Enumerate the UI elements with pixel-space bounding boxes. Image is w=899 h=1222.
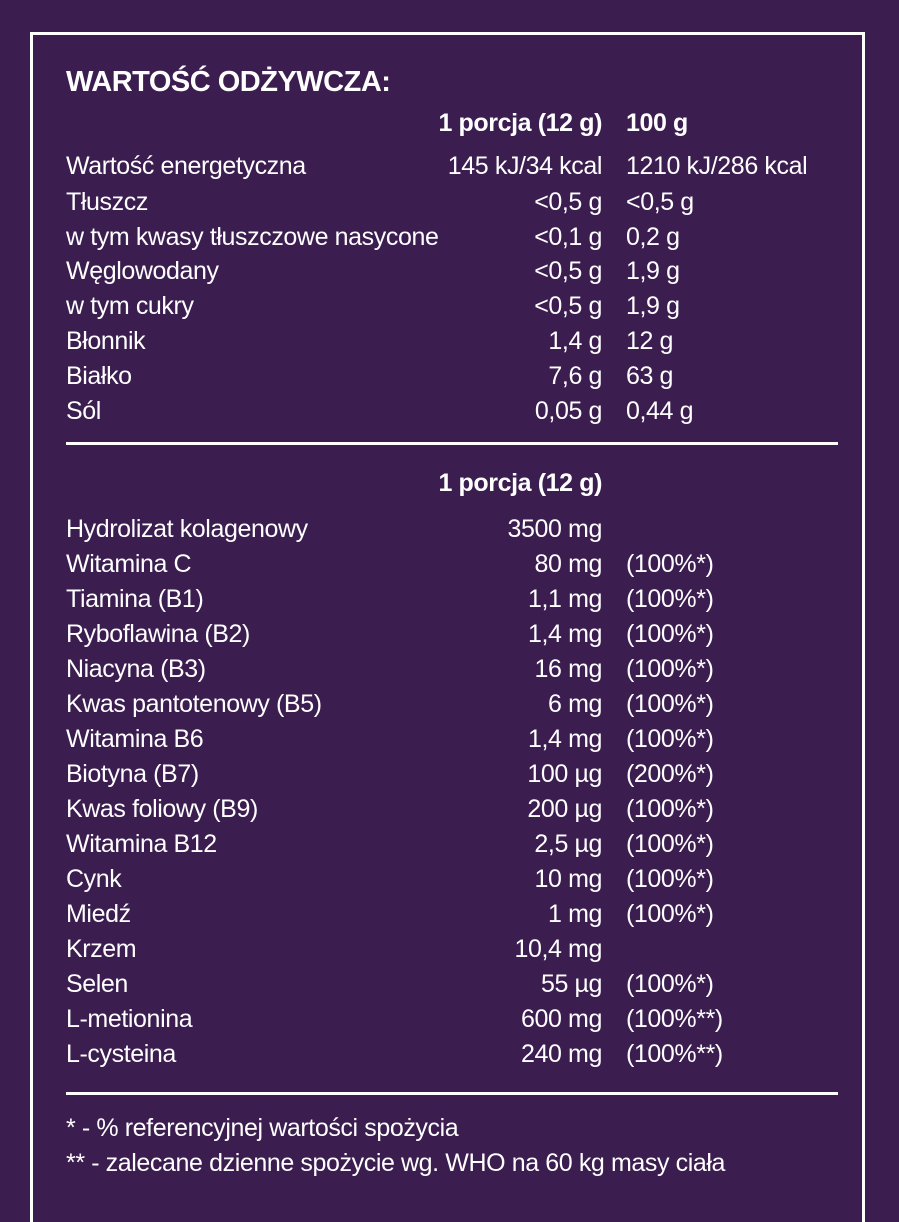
nutrition-row <box>66 220 846 254</box>
ingredient-rws-value: (200%*) <box>626 760 714 788</box>
nutrient-name: Błonnik <box>66 327 146 355</box>
ingredient-rws-value: (100%*) <box>626 900 714 928</box>
ingredient-name: Miedź <box>66 900 131 928</box>
ingredient-name: Niacyna (B3) <box>66 655 206 683</box>
ingredient-rws-value: (100%*) <box>626 725 714 753</box>
ingredient-rws-value: (100%*) <box>626 970 714 998</box>
ingredient-row <box>66 932 846 966</box>
ingredient-row <box>66 757 846 791</box>
ingredient-portion-value: 80 mg <box>534 550 602 578</box>
ingredient-name: Hydrolizat kolagenowy <box>66 515 308 543</box>
nutrient-100g-value: 1,9 g <box>626 257 680 285</box>
ingredient-name: Witamina B12 <box>66 830 217 858</box>
nutrition-row <box>66 359 846 393</box>
ingredient-portion-value: 10,4 mg <box>514 935 602 963</box>
nutrient-name: Białko <box>66 362 132 390</box>
ingredient-portion-value: 1 mg <box>548 900 602 928</box>
ingredient-row <box>66 897 846 931</box>
nutrition-row <box>66 289 846 323</box>
column-header-100g: 100 g <box>626 109 688 137</box>
nutrition-row <box>66 185 846 219</box>
ingredient-row <box>66 792 846 826</box>
nutrient-name: w tym kwasy tłuszczowe nasycone <box>66 223 439 251</box>
ingredient-row <box>66 617 846 651</box>
nutrient-portion-value: 145 kJ/34 kcal <box>447 152 602 180</box>
footnote-divider <box>66 1092 838 1095</box>
ingredient-row <box>66 582 846 616</box>
nutrient-name: Węglowodany <box>66 257 219 285</box>
footnote-who: ** - zalecane dzienne spożycie wg. WHO na 60 kg masy ciała <box>66 1149 726 1177</box>
ingredient-portion-value: 55 µg <box>540 970 602 998</box>
nutrient-portion-value: <0,5 g <box>534 292 602 320</box>
nutrient-portion-value: <0,5 g <box>534 188 602 216</box>
ingredient-name: Witamina C <box>66 550 192 578</box>
ingredient-rws-value: (100%*) <box>626 585 714 613</box>
ingredient-rws-value: (100%**) <box>626 1005 723 1033</box>
section-divider <box>66 442 838 445</box>
column-header-portion: 1 porcja (12 g) <box>438 109 602 137</box>
ingredient-name: Selen <box>66 970 128 998</box>
ingredient-name: Krzem <box>66 935 137 963</box>
nutrient-100g-value: 1,9 g <box>626 292 680 320</box>
ingredient-portion-value: 10 mg <box>534 865 602 893</box>
ingredient-portion-value: 16 mg <box>534 655 602 683</box>
nutrient-100g-value: 12 g <box>626 327 674 355</box>
nutrient-100g-value: 0,2 g <box>626 223 680 251</box>
ingredient-portion-value: 600 mg <box>521 1005 602 1033</box>
ingredient-rws-value: (100%*) <box>626 795 714 823</box>
ingredient-row <box>66 512 846 546</box>
ingredient-name: Kwas foliowy (B9) <box>66 795 258 823</box>
ingredient-row <box>66 687 846 721</box>
ingredient-name: Kwas pantotenowy (B5) <box>66 690 322 718</box>
ingredient-row <box>66 862 846 896</box>
ingredient-rws-value: (100%*) <box>626 550 714 578</box>
nutrition-row <box>66 149 846 183</box>
nutrient-name: w tym cukry <box>66 292 194 320</box>
ingredient-rws-value: (100%*) <box>626 830 714 858</box>
nutrition-header-row <box>66 106 846 140</box>
nutrient-portion-value: 7,6 g <box>548 362 602 390</box>
ingredient-name: Ryboflawina (B2) <box>66 620 250 648</box>
nutrient-portion-value: <0,5 g <box>534 257 602 285</box>
ingredient-name: L-cysteina <box>66 1040 176 1068</box>
nutrition-row <box>66 394 846 428</box>
ingredient-row <box>66 1002 846 1036</box>
ingredient-portion-value: 240 mg <box>521 1040 602 1068</box>
ingredient-name: Witamina B6 <box>66 725 204 753</box>
footnote-rws: * - % referencyjnej wartości spożycia <box>66 1114 459 1142</box>
nutrient-portion-value: 1,4 g <box>548 327 602 355</box>
ingredients-header-row <box>66 466 846 500</box>
nutrient-portion-value: <0,1 g <box>534 223 602 251</box>
nutrient-100g-value: 1210 kJ/286 kcal <box>626 152 808 180</box>
ingredient-name: Cynk <box>66 865 122 893</box>
ingredient-rws-value: (100%*) <box>626 865 714 893</box>
ingredient-name: Tiamina (B1) <box>66 585 204 613</box>
ingredient-portion-value: 2,5 µg <box>534 830 602 858</box>
ingredient-rws-value: (100%**) <box>626 1040 723 1068</box>
nutrient-100g-value: 0,44 g <box>626 397 694 425</box>
nutrient-portion-value: 0,05 g <box>534 397 602 425</box>
ingredient-portion-value: 3500 mg <box>507 515 602 543</box>
ingredient-rws-value: (100%*) <box>626 620 714 648</box>
nutrient-100g-value: <0,5 g <box>626 188 694 216</box>
ingredient-row <box>66 827 846 861</box>
ingredient-row <box>66 722 846 756</box>
column-header-portion: 1 porcja (12 g) <box>438 469 602 497</box>
ingredient-portion-value: 100 µg <box>527 760 602 788</box>
ingredient-portion-value: 6 mg <box>548 690 602 718</box>
ingredient-rws-value: (100%*) <box>626 655 714 683</box>
ingredient-portion-value: 1,4 mg <box>527 620 602 648</box>
ingredient-row <box>66 1037 846 1071</box>
ingredient-portion-value: 200 µg <box>527 795 602 823</box>
nutrient-name: Sól <box>66 397 101 425</box>
nutrition-row <box>66 324 846 358</box>
nutrition-row <box>66 254 846 288</box>
ingredient-name: Biotyna (B7) <box>66 760 199 788</box>
nutrient-name: Tłuszcz <box>66 188 148 216</box>
ingredient-row <box>66 547 846 581</box>
nutrient-name: Wartość energetyczna <box>66 152 306 180</box>
ingredient-row <box>66 652 846 686</box>
ingredient-portion-value: 1,4 mg <box>527 725 602 753</box>
section-title: WARTOŚĆ ODŻYWCZA: <box>66 66 391 98</box>
ingredient-rws-value: (100%*) <box>626 690 714 718</box>
ingredient-row <box>66 967 846 1001</box>
nutrient-100g-value: 63 g <box>626 362 674 390</box>
ingredient-portion-value: 1,1 mg <box>527 585 602 613</box>
ingredient-name: L-metionina <box>66 1005 193 1033</box>
